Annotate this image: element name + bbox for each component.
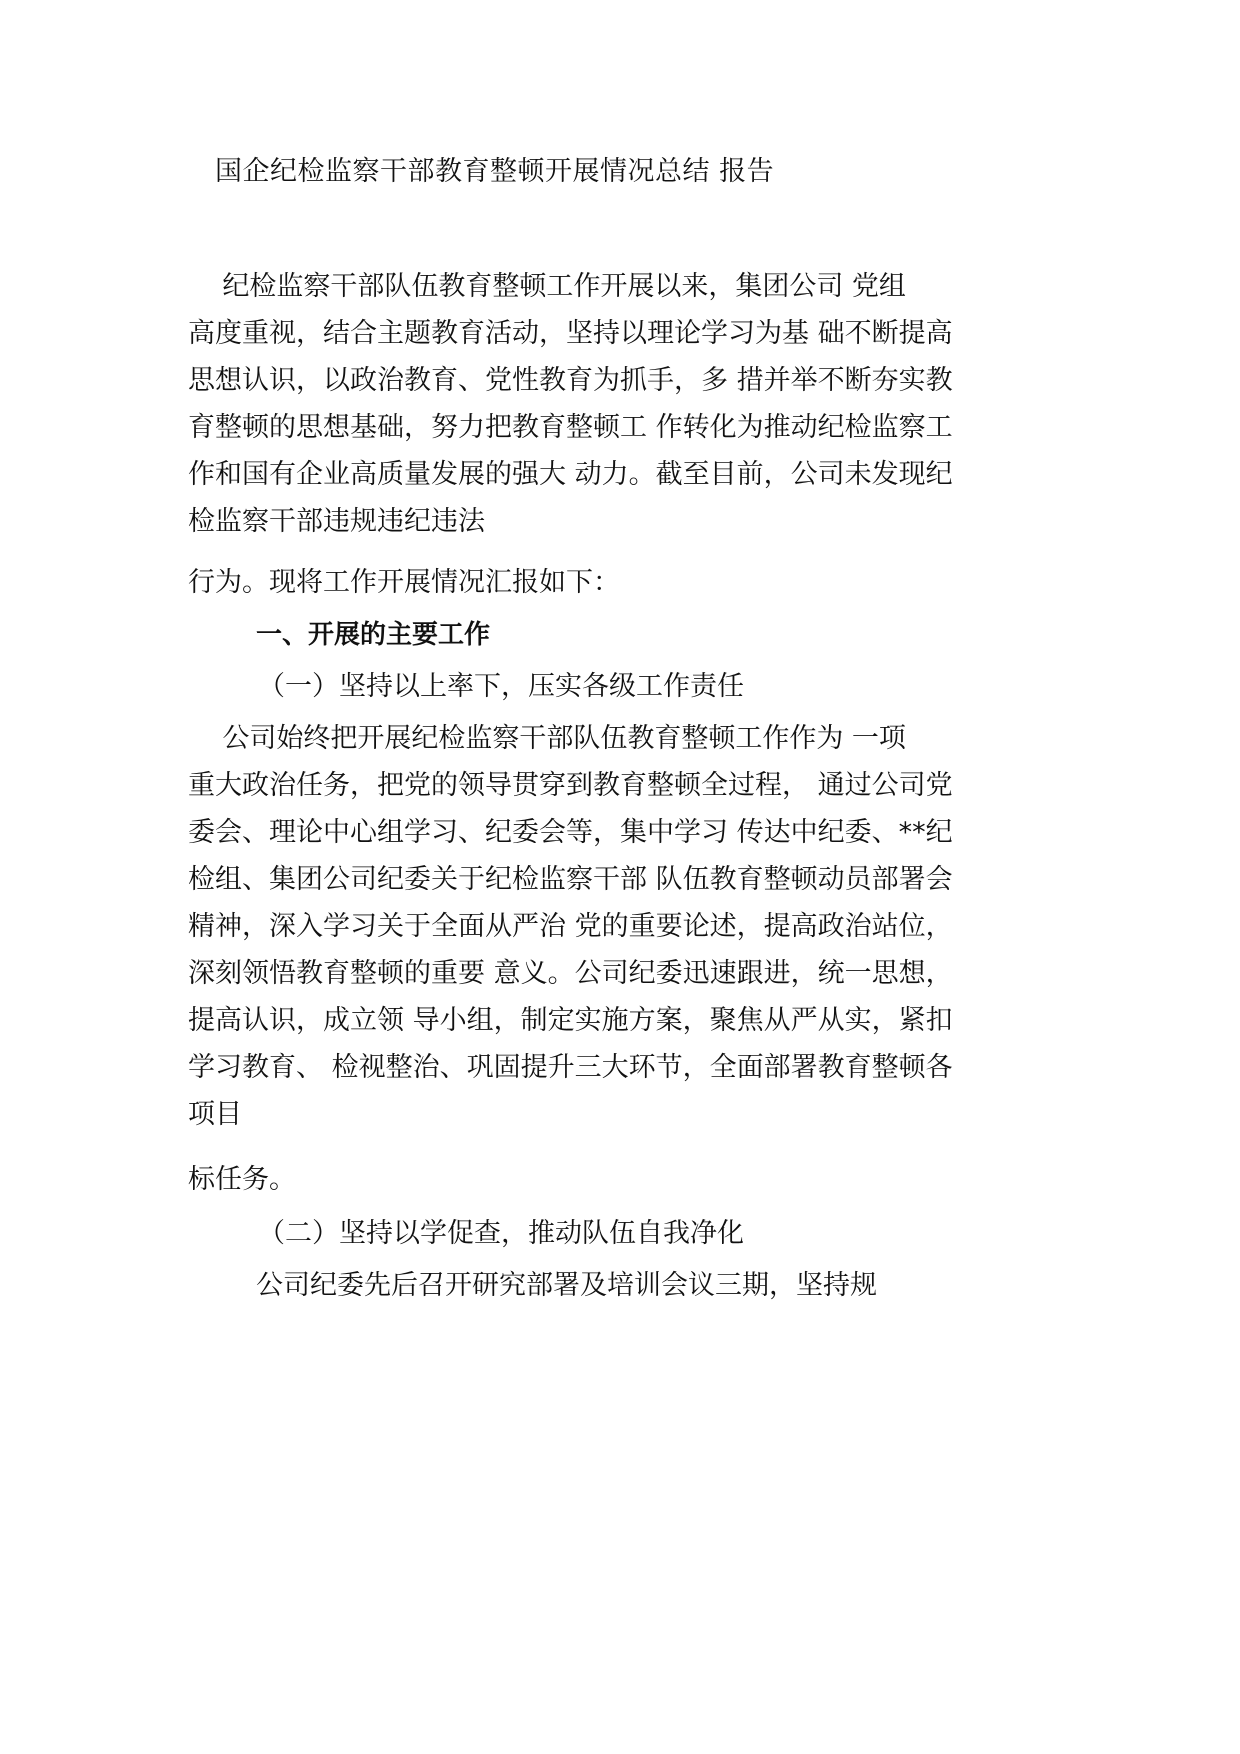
paragraph-line: 公司始终把开展纪检监察干部队伍教育整顿工作作为 一项 [188,723,906,754]
paragraph-body [188,715,1018,1138]
paragraph-line: 深刻领悟教育整顿的重要 意义。公司纪委迅速跟进，统一思想， [188,958,953,989]
paragraph-line: 公司纪委先后召开研究部署及培训会议三期，坚持规 [256,1270,877,1301]
paragraph-intro [188,263,1018,545]
paragraph-line: 委会、理论中心组学习、纪委会等，集中学习 传达中纪委、**纪 [188,817,953,848]
paragraph-line: 提高认识，成立领 导小组，制定实施方案，聚焦从严从实，紧扣 [188,1005,953,1036]
paragraph-intro-tail: 行为。现将工作开展情况汇报如下： [188,567,620,598]
paragraph-body-tail: 标任务。 [188,1164,296,1195]
paragraph-line: 育整顿的思想基础，努力把教育整顿工 作转化为推动纪检监察工 [188,412,953,443]
paragraph-line: 思想认识，以政治教育、党性教育为抓手，多 措并举不断夯实教 [188,365,953,396]
paragraph-line: 精神，深入学习关于全面从严治 党的重要论述，提高政治站位， [188,911,953,942]
subsection-heading: （一）坚持以上率下，压实各级工作责任 [258,671,744,702]
document-title: 国企纪检监察干部教育整顿开展情况总结 报告 [215,156,775,187]
paragraph-line: 检组、集团公司纪委关于纪检监察干部 队伍教育整顿动员部署会 [188,864,953,895]
paragraph-line: 学习教育、 检视整治、巩固提升三大环节，全面部署教育整顿各 [188,1052,953,1083]
paragraph-line: 重大政治任务，把党的领导贯穿到教育整顿全过程， 通过公司党 [188,770,953,801]
paragraph-line: 高度重视，结合主题教育活动，坚持以理论学习为基 础不断提高 [188,318,953,349]
subsection-heading: （二）坚持以学促查，推动队伍自我净化 [258,1218,744,1249]
paragraph-line: 作和国有企业高质量发展的强大 动力。截至目前，公司未发现纪 [188,459,953,490]
paragraph-line: 纪检监察干部队伍教育整顿工作开展以来，集团公司 党组 [188,271,906,302]
paragraph-line: 检监察干部违规违纪违法 [188,506,485,537]
section-heading: 一、开展的主要工作 [256,620,491,650]
paragraph-line: 项目 [188,1099,242,1130]
